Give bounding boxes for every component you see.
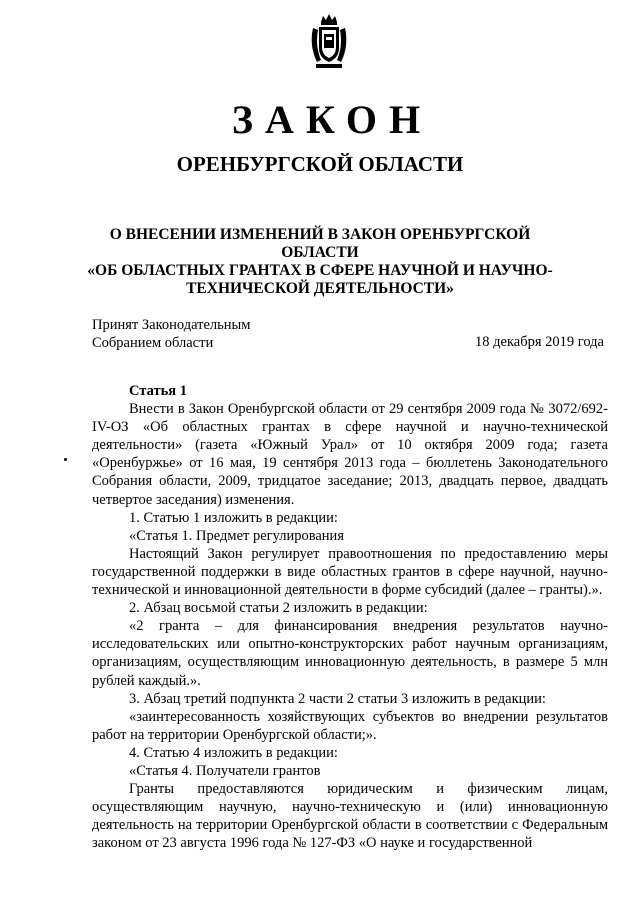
paragraph: «заинтересованность хозяйствующих субъектов во внедрении результатов работ на территории Оренбургской области;». [92, 708, 608, 743]
adoption-line: Принят Законодательным [92, 317, 251, 333]
paragraph: «Статья 4. Получатели грантов [129, 762, 321, 779]
law-name-line: О ВНЕСЕНИИ ИЗМЕНЕНИЙ В ЗАКОН ОРЕНБУРГСКОЙ ОБЛАСТИ [109, 226, 531, 261]
paragraph: 2. Абзац восьмой статьи 2 изложить в редакции: [129, 600, 428, 617]
adoption-date: 18 декабря 2019 года [475, 334, 604, 350]
paragraph: Внести в Закон Оренбургской области от 29 сентября 2009 года № 3072/692-IV-ОЗ «Об областных грантах в сфере научной и научно-технической деятельности» (газета «Южный Урал» от 10 октября 2009 года; газета «Оренбуржье» от 16 мая, 19 сентября 2013 года – бюллетень Законодательного Собрания области, 2009, тридцатое заседание; 2013, двадцать первое, двадцать четвертое заседания) изменения. [92, 401, 608, 508]
article-heading: Статья 1 [129, 383, 187, 399]
paragraph: 1. Статью 1 изложить в редакции: [129, 509, 338, 526]
scan-mark [64, 458, 67, 461]
paragraph: 3. Абзац третий подпункта 2 части 2 статьи 3 изложить в редакции: [129, 690, 546, 707]
law-title: ЗАКОН [231, 97, 433, 142]
paragraph: Настоящий Закон регулирует правоотношения по предоставлению меры государственной поддержки в виде областных грантов в сфере научной, научно-технической и инновационной деятельности в форме субсидий (далее – гранты).». [92, 545, 608, 599]
law-name-line: ТЕХНИЧЕСКОЙ ДЕЯТЕЛЬНОСТИ» [186, 280, 454, 297]
region-title: ОРЕНБУРГСКОЙ ОБЛАСТИ [176, 152, 464, 176]
document-body [92, 382, 608, 852]
coat-of-arms-icon [307, 12, 351, 70]
paragraph: «Статья 1. Предмет регулирования [129, 527, 344, 544]
adoption-line: Собранием области [92, 335, 214, 351]
paragraph: Гранты предоставляются юридическим и физическим лицам, осуществляющим научную, научно-техническую и (или) инновационную деятельность на территории Оренбургской области в соответствии с Федеральным законом от 23 августа 1996 года № 127-ФЗ «О науке и государственной [92, 781, 608, 852]
adoption-note [92, 316, 250, 352]
paragraph: «2 гранта – для финансирования внедрения результатов научно-исследовательских или опытно-конструкторских работ научным организациям, организациям, осуществляющим инновационную деятельность, в размере 5 млн рублей каждый.». [92, 618, 608, 689]
paragraph: 4. Статью 4 изложить в редакции: [129, 744, 338, 761]
law-name [80, 226, 560, 298]
law-name-line: «ОБ ОБЛАСТНЫХ ГРАНТАХ В СФЕРЕ НАУЧНОЙ И НАУЧНО- [87, 262, 553, 279]
